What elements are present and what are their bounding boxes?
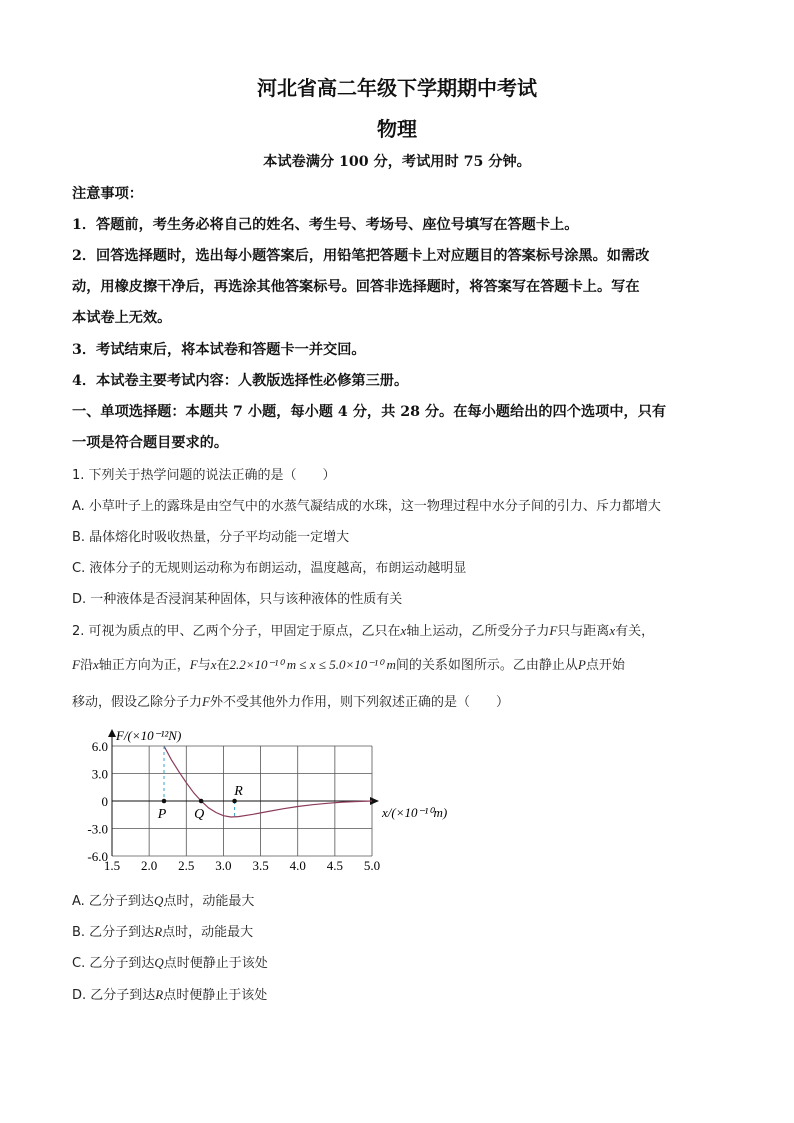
exam-title: 河北省高二年级下学期期中考试 bbox=[257, 76, 537, 100]
q2-option-a: A. 乙分子到达Q点时，动能最大 bbox=[72, 893, 255, 909]
note-2-line-2: 动，用橡皮擦干净后，再选涂其他答案标号。回答非选择题时，将答案写在答题卡上。写在 bbox=[72, 279, 640, 295]
q2-option-b: B. 乙分子到达R点时，动能最大 bbox=[72, 924, 254, 940]
x-tick-label: 3.5 bbox=[252, 858, 269, 873]
force-distance-chart bbox=[60, 720, 480, 880]
point-p bbox=[162, 799, 167, 804]
note-1: 1．答题前，考生务必将自己的姓名、考生号、考场号、座位号填写在答题卡上。 bbox=[72, 217, 579, 233]
y-tick-label: 0 bbox=[101, 794, 108, 809]
q2-stem-line-1: 2. 可视为质点的甲、乙两个分子，甲固定于原点，乙只在x轴上运动，乙所受分子力F只与距离x有关， bbox=[72, 623, 655, 639]
exam-info: 本试卷满分 100 分，考试用时 75 分钟。 bbox=[263, 154, 531, 170]
x-tick-label: 2.5 bbox=[178, 858, 195, 873]
chart-x-label: x/(×10⁻¹⁰m) bbox=[382, 805, 448, 820]
x-tick-label: 1.5 bbox=[103, 858, 121, 873]
q1-option-b: B. 晶体熔化时吸收热量，分子平均动能一定增大 bbox=[72, 530, 350, 545]
note-2-line-3: 本试卷上无效。 bbox=[72, 310, 172, 326]
x-tick-label: 2.0 bbox=[141, 858, 158, 873]
q2-stem-line-3: 移动，假设乙除分子力F外不受其他外力作用，则下列叙述正确的是（ ） bbox=[72, 694, 509, 710]
y-tick-label: -3.0 bbox=[87, 821, 108, 837]
x-tick-label: 5.0 bbox=[363, 858, 381, 873]
point-label-r: R bbox=[234, 784, 243, 799]
q1-option-c: C. 液体分子的无规则运动称为布朗运动，温度越高，布朗运动越明显 bbox=[72, 561, 467, 576]
q1-option-d: D. 一种液体是否浸润某种固体，只与该种液体的性质有关 bbox=[72, 592, 403, 607]
section-1-line-2: 一项是符合题目要求的。 bbox=[72, 435, 229, 451]
y-tick-label: -6.0 bbox=[87, 849, 108, 864]
note-3: 3．考试结束后，将本试卷和答题卡一并交回。 bbox=[72, 342, 366, 358]
point-label-q: Q bbox=[194, 807, 205, 822]
q2-stem-line-2: F沿x轴正方向为正，F与x在2.2×10⁻¹⁰ m ≤ x ≤ 5.0×10⁻¹⁰ m间的关系如图所示。乙由静止从P点开始 bbox=[72, 657, 625, 673]
y-tick-label: 6.0 bbox=[91, 739, 108, 754]
q1-stem: 1. 下列关于热学问题的说法正确的是（ ） bbox=[72, 468, 336, 483]
section-1-line-1: 一、单项选择题：本题共 7 小题，每小题 4 分，共 28 分。在每小题给出的四个选项中，只有 bbox=[72, 404, 667, 420]
point-label-p: P bbox=[157, 807, 167, 822]
chart-y-label: F/(×10⁻¹²N) bbox=[116, 728, 182, 743]
y-tick-label: 3.0 bbox=[91, 766, 108, 782]
x-tick-label: 4.5 bbox=[326, 858, 343, 873]
point-q bbox=[199, 799, 204, 804]
y-axis-arrow bbox=[108, 729, 116, 737]
q2-range: 2.2×10⁻¹⁰ m ≤ x ≤ 5.0×10⁻¹⁰ m bbox=[229, 657, 396, 672]
x-tick-label: 3.0 bbox=[215, 858, 232, 873]
q1-option-a: A. 小草叶子上的露珠是由空气中的水蒸气凝结成的水珠，这一物理过程中水分子间的引力、斥力都增大 bbox=[72, 499, 661, 514]
chart-axes bbox=[108, 729, 379, 856]
subject-title: 物理 bbox=[377, 117, 417, 141]
note-4: 4．本试卷主要考试内容：人教版选择性必修第三册。 bbox=[72, 373, 409, 389]
x-tick-label: 4.0 bbox=[289, 858, 306, 873]
notes-heading: 注意事项： bbox=[72, 186, 143, 202]
point-r bbox=[232, 799, 237, 804]
note-2-line-1: 2．回答选择题时，选出每小题答案后，用铅笔把答题卡上对应题目的答案标号涂黑。如需改 bbox=[72, 248, 650, 264]
q2-option-c: C. 乙分子到达Q点时便静止于该处 bbox=[72, 955, 268, 971]
q2-option-d: D. 乙分子到达R点时便静止于该处 bbox=[72, 987, 268, 1003]
